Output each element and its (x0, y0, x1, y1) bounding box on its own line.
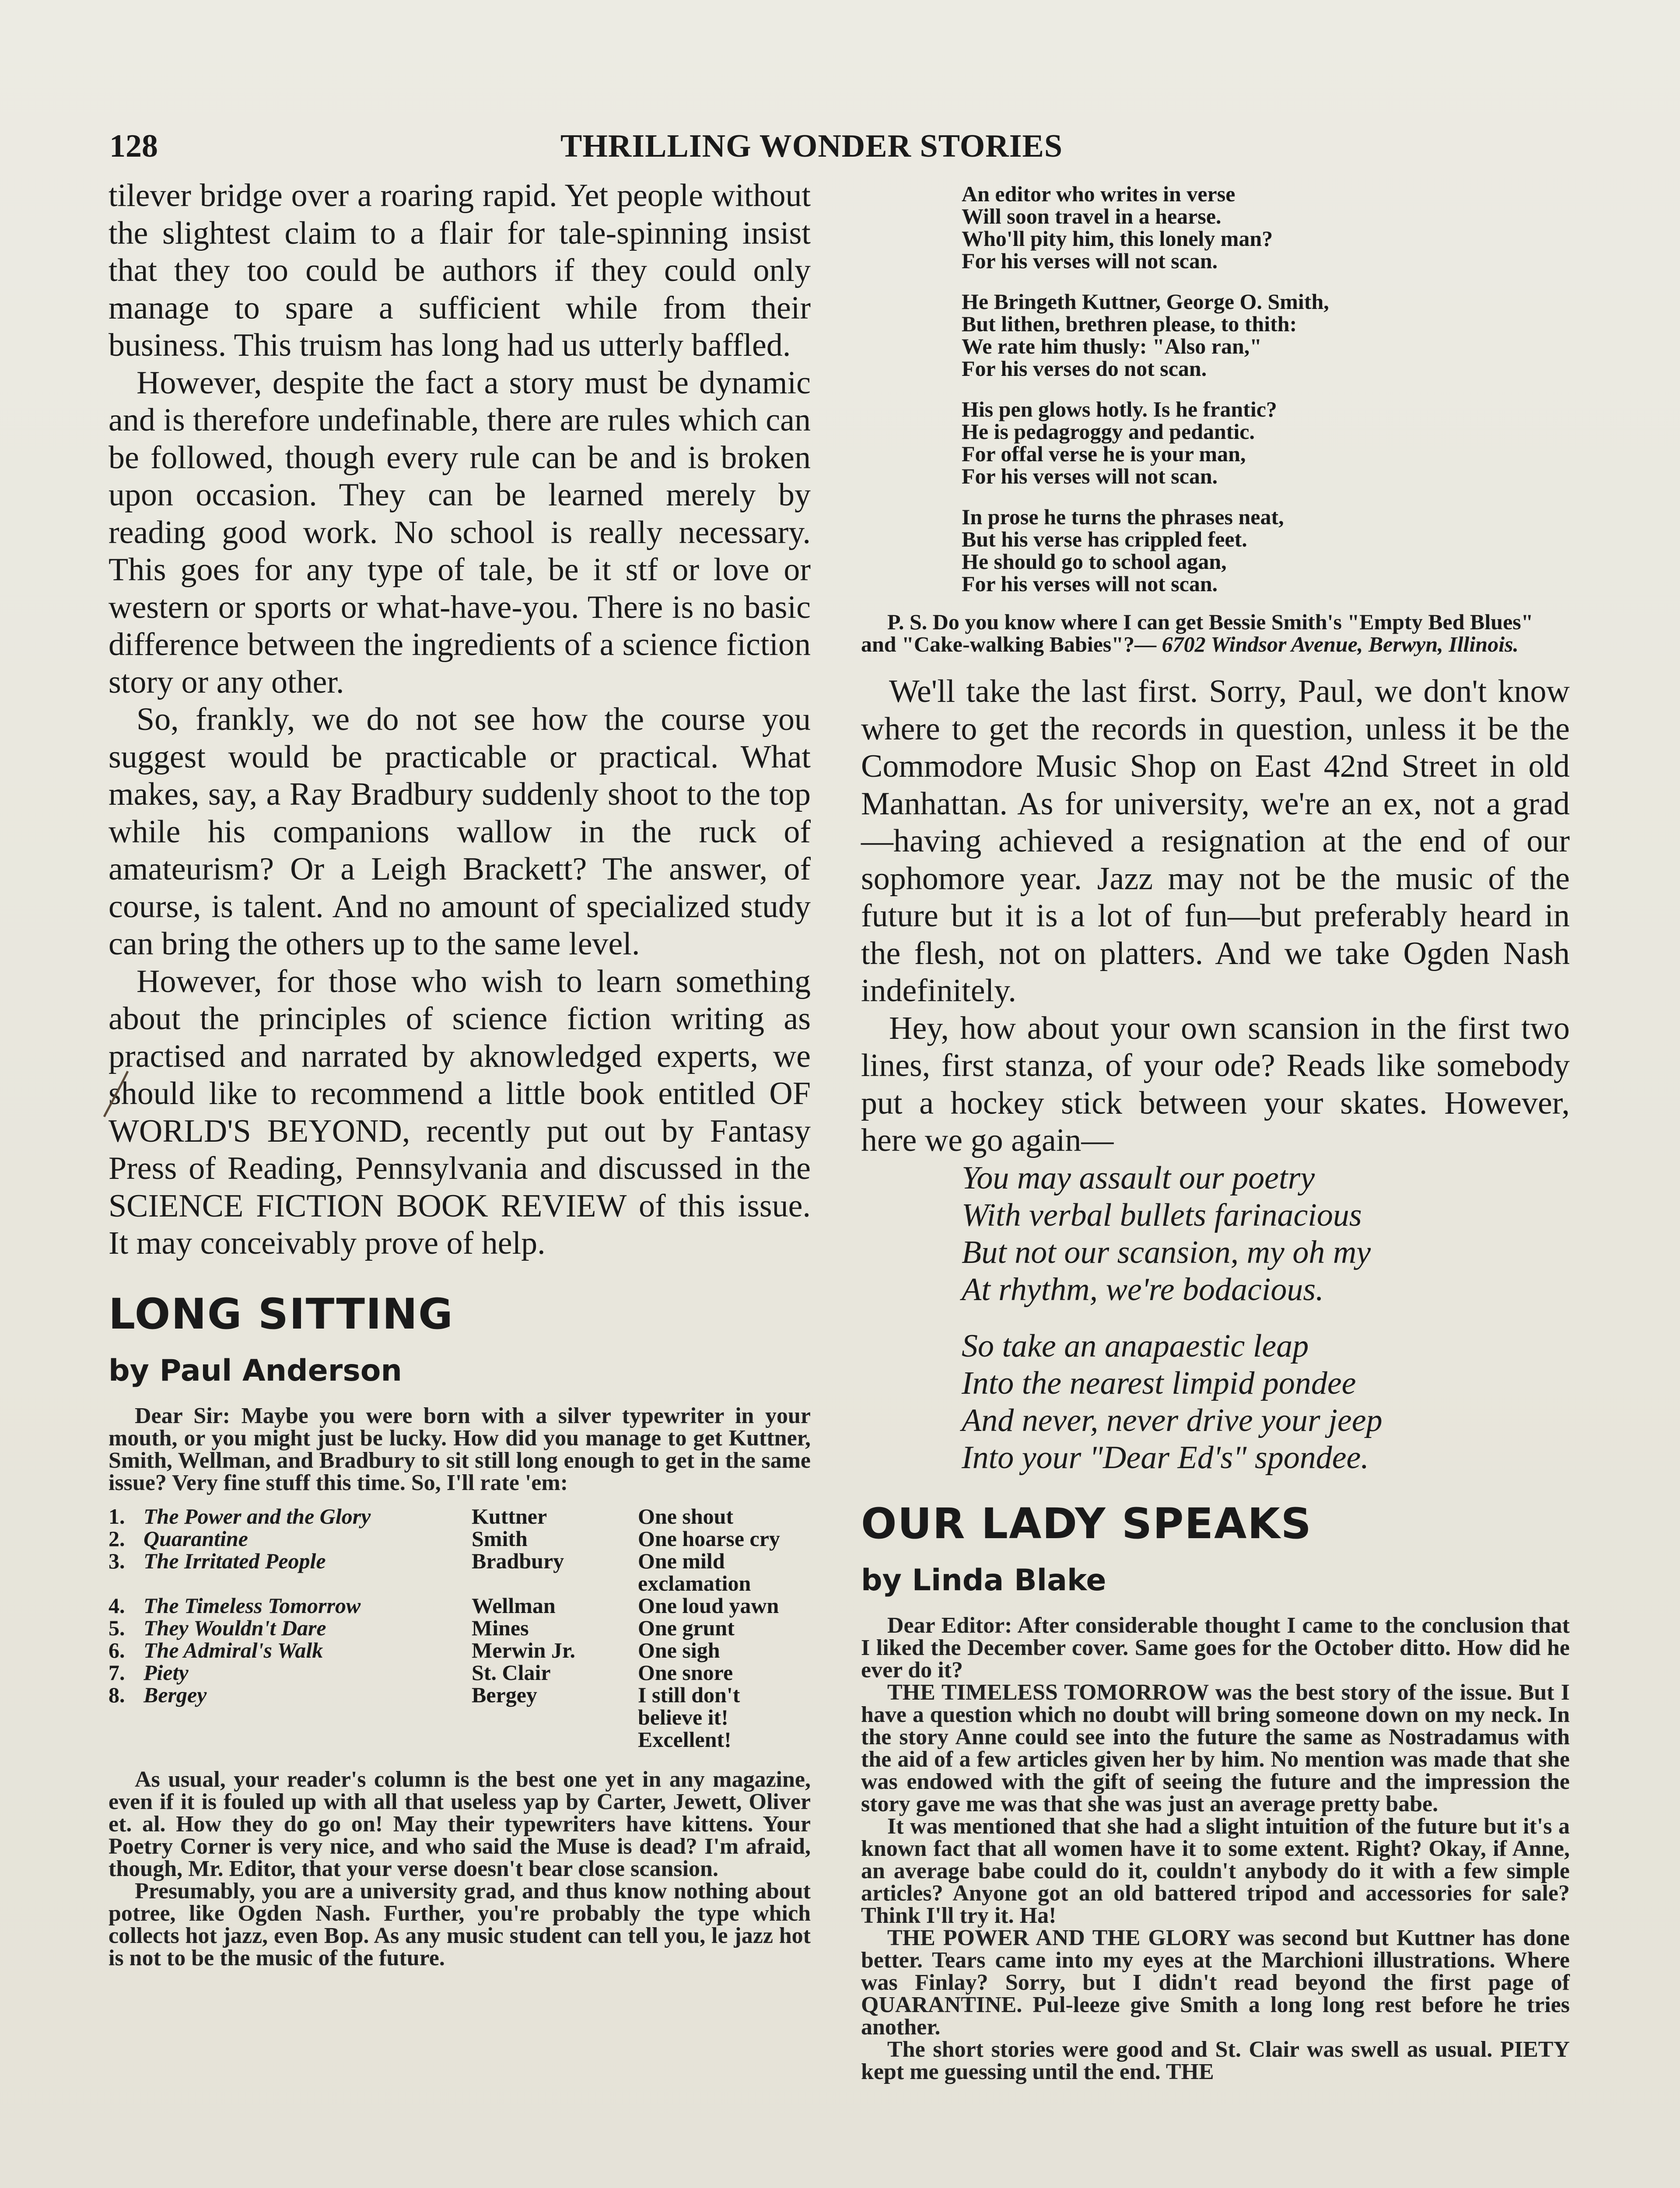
rating-row (108, 1662, 808, 1684)
verse-stanza (861, 1160, 1570, 1308)
rating-story: 3. The Irritated People (108, 1548, 326, 1573)
poem-line: In prose he turns the phrases neat, (962, 505, 1284, 529)
verse-line: And never, never drive your jeep (962, 1402, 1382, 1438)
editor-reply: Hey, how about your own scansion in the first two lines, first stanza, of your ode? Reads like somebody put a hockey stick between your skates. However, here we go again— (861, 1010, 1570, 1158)
poem-stanza (861, 506, 1570, 595)
byline: by Linda Blake (861, 1563, 1106, 1598)
poem-line: For his verses do not scan. (962, 356, 1207, 381)
poem-line: But his verse has crippled feet. (962, 527, 1247, 551)
poem-line: An editor who writes in verse (962, 182, 1236, 206)
rating-value: I still don't believe it! Excellent! (638, 1682, 740, 1752)
rating-value: One loud yawn (638, 1593, 779, 1618)
rating-value: One sigh (638, 1637, 720, 1662)
poem-line: For his verses will not scan. (962, 572, 1218, 596)
poem-line: He should go to school agan, (962, 549, 1227, 574)
poem-line: We rate him thusly: "Also ran," (962, 334, 1262, 358)
poem-line: For offal verse he is your man, (962, 442, 1246, 466)
rating-row (108, 1684, 808, 1751)
rating-author: St. Clair (472, 1660, 551, 1685)
poem-line: He is pedagroggy and pedantic. (962, 419, 1255, 444)
rating-value: One shout (638, 1504, 734, 1529)
verse-line: So take an anapaestic leap (962, 1328, 1309, 1364)
pencil-mark-icon (102, 1068, 132, 1120)
poem-line: He Bringeth Kuttner, George O. Smith, (962, 289, 1329, 314)
letter-paragraph: It was mentioned that she had a slight intuition of the future but it's a known fact that all women have it to some extent. Right? Okay, if Anne, an average babe could do it, couldn't anybody do it with a few simple articles? Anyone got an old battered tripod and accessories for sale? Think I'll try it. Ha! (861, 1813, 1570, 1928)
editor-reply: We'll take the last first. Sorry, Paul, we don't know where to get the records in question, unless it be the Commodore Music Shop on East 42nd Street in old Manhattan. As for university, we're an ex, not a grad—having achieved a resignation at the end of our sophomore year. Jazz may not be the music of the future but it is a lot of fun—but preferably heard in the flesh, not on platters. And we take Ogden Nash indefinitely. (861, 673, 1570, 1009)
rating-story: 8. Bergey (108, 1682, 207, 1707)
letter-paragraph: The short stories were good and St. Clair was swell as usual. PIETY kept me guessing until the end. THE (861, 2037, 1570, 2084)
magazine-title: THRILLING WONDER STORIES (560, 128, 1063, 164)
rating-author: Merwin Jr. (472, 1637, 575, 1662)
rating-story: 4. The Timeless Tomorrow (108, 1593, 361, 1618)
rating-author: Smith (472, 1526, 528, 1551)
editor-verse (861, 1160, 1570, 1476)
editorial-paragraph: However, for those who wish to learn something about the principles of science fiction writing as practised and narrated by aknowledged experts, we should like to recommend a little book entitled OF WORLD'S BEYOND, recently put out by Fantasy Press of Reading, Pennsylvania and discussed in the SCIENCE FICTION BOOK REVIEW of this issue. It may conceivably prove of help. (108, 963, 811, 1261)
section-title: OUR LADY SPEAKS (861, 1499, 1312, 1548)
editorial-paragraph: So, frankly, we do not see how the course you suggest would be practicable or practical. What makes, say, a Ray Bradbury suddenly shoot to the top while his companions wallow in the ruck of amateurism? Or a Leigh Brackett? The answer, of course, is talent. And no amount of specialized study can bring the others up to the same level. (108, 701, 811, 962)
rating-row (108, 1595, 808, 1617)
verse-line: Into your "Dear Ed's" spondee. (962, 1439, 1369, 1476)
verse-line: At rhythm, we're bodacious. (962, 1271, 1324, 1308)
editorial-paragraph: However, despite the fact a story must be dynamic and is therefore undefinable, there are rules which can be followed, though every rule can be and is broken upon occasion. They can be learned merely by reading good work. No school is really necessary. This goes for any type of tale, be it stf or love or western or sports or what-have-you. There is no basic difference between the ingredients of a science fiction story or any other. (108, 365, 811, 700)
rating-author: Kuttner (472, 1504, 547, 1529)
section-title: LONG SITTING (108, 1289, 454, 1339)
rating-story: 5. They Wouldn't Dare (108, 1615, 326, 1640)
postscript: P. S. Do you know where I can get Bessie Smith's "Empty Bed Blues" and "Cake-walking Babies"?— 6702 Windsor Avenue, Berwyn, Illinois. (861, 610, 1533, 656)
rating-row (108, 1639, 808, 1662)
reader-address: 6702 Windsor Avenue, Berwyn, Illinois. (1162, 632, 1519, 656)
rating-story: 1. The Power and the Glory (108, 1504, 371, 1529)
letter-paragraph: Dear Editor: After considerable thought I came to the conclusion that I liked the December cover. Same goes for the October ditto. How did he ever do it? (861, 1613, 1570, 1683)
rating-value: One grunt (638, 1615, 735, 1640)
rating-row (108, 1528, 808, 1550)
rating-story: 6. The Admiral's Walk (108, 1637, 323, 1662)
reader-poem (861, 183, 1570, 595)
rating-author: Bergey (472, 1682, 537, 1707)
right-column (861, 183, 1570, 2083)
left-column (108, 177, 811, 1969)
rating-value: One snore (638, 1660, 733, 1685)
poem-line: For his verses will not scan. (962, 249, 1218, 273)
verse-line: But not our scansion, my oh my (962, 1234, 1371, 1270)
rating-story: 2. Quarantine (108, 1526, 248, 1551)
poem-stanza (861, 291, 1570, 380)
letter-paragraph: Dear Sir: Maybe you were born with a silver typewriter in your mouth, or you might just be lucky. How did you manage to get Kuttner, Smith, Wellman, and Bradbury to sit still long enough to get in the same issue? Very fine stuff this time. So, I'll rate 'em: (108, 1403, 811, 1495)
verse-line: You may assault our poetry (962, 1160, 1315, 1196)
poem-line: Will soon travel in a hearse. (962, 204, 1222, 228)
byline: by Paul Anderson (108, 1353, 402, 1388)
rating-value: One mild exclamation (638, 1548, 751, 1595)
rating-story: 7. Piety (108, 1660, 189, 1685)
poem-line: For his verses will not scan. (962, 464, 1218, 488)
poem-stanza (861, 183, 1570, 272)
poem-line: His pen glows hotly. Is he frantic? (962, 397, 1277, 421)
rating-row (108, 1550, 808, 1595)
verse-line: With verbal bullets farinacious (962, 1197, 1362, 1233)
rating-author: Bradbury (472, 1548, 564, 1573)
letter-paragraph: As usual, your reader's column is the best one yet in any magazine, even if it is fouled up with all that useless yap by Carter, Jewett, Oliver et. al. How they do go on! May their typewriters have kittens. Your Poetry Corner is very nice, and who said the Muse is dead? I'm afraid, though, Mr. Editor, that your verse doesn't bear close scansion. (108, 1767, 811, 1881)
letter-paragraph: THE TIMELESS TOMORROW was the best story of the issue. But I have a question which no doubt will bring someone down on my neck. In the story Anne could see into the future the same as Nostradamus with the aid of a few articles given her by him. No mention was made that she was endowed with the gift of seeing the future and the impression the story gave me was that she was just an average pretty babe. (861, 1680, 1570, 1816)
poem-line: Who'll pity him, this lonely man? (962, 226, 1273, 251)
page-header (109, 128, 1514, 172)
editorial-paragraph: tilever bridge over a roaring rapid. Yet people without the slightest claim to a flair for tale-spinning insist that they too could be authors if they could only manage to spare a sufficient while from their business. This truism has long had us utterly baffled. (108, 178, 811, 363)
page-number: 128 (109, 128, 158, 164)
verse-line: Into the nearest limpid pondee (962, 1365, 1356, 1401)
letter-paragraph: THE POWER AND THE GLORY was second but Kuttner has done better. Tears came into my eyes at the Marchioni illustrations. Where was Finlay? Sorry, but I didn't read beyond the first page of QUARANTINE. Pul-leeze give Smith a long long rest before he tries another. (861, 1925, 1570, 2040)
rating-author: Mines (472, 1615, 529, 1640)
verse-stanza (861, 1328, 1570, 1476)
ratings-table (108, 1505, 808, 1751)
rating-author: Wellman (472, 1593, 556, 1618)
rating-value: One hoarse cry (638, 1526, 780, 1551)
letter-paragraph: Presumably, you are a university grad, and thus know nothing about potree, like Ogden Nash. Further, you're probably the type which collects hot jazz, even Bop. As any music student can tell you, le jazz hot is not to be the music of the future. (108, 1878, 811, 1971)
poem-stanza (861, 398, 1570, 487)
rating-row (108, 1617, 808, 1639)
rating-row (108, 1505, 808, 1528)
poem-line: But lithen, brethren please, to thith: (962, 312, 1297, 336)
